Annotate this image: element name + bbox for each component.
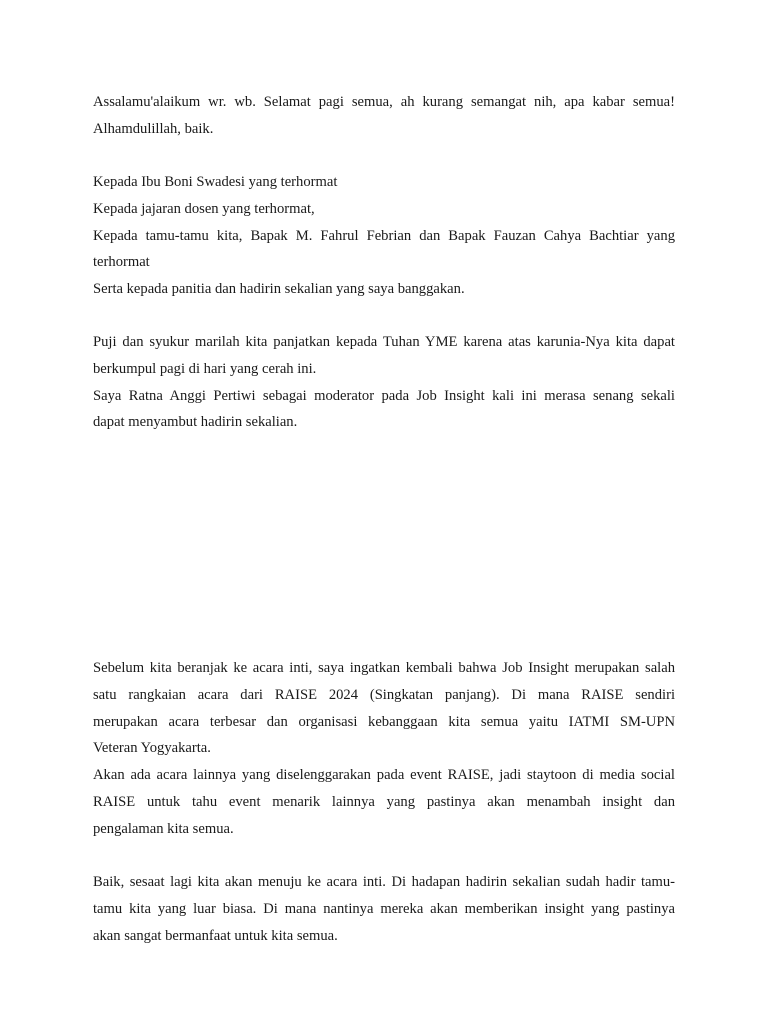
closing-paragraph [93, 869, 675, 949]
text-line: akan sangat bermanfaat untuk kita semua. [93, 927, 338, 944]
text-line: tamu kita yang luar biasa. Di mana nantinya mereka akan memberikan insight yang pastinya [93, 900, 675, 917]
text-line: RAISE untuk tahu event menarik lainnya yang pastinya akan menambah insight dan [93, 793, 675, 810]
text-line: satu rangkaian acara dari RAISE 2024 (Singkatan panjang). Di mana RAISE sendiri [93, 686, 675, 703]
text-line: Puji dan syukur marilah kita panjatkan kepada Tuhan YME karena atas karunia-Nya kita dapat [93, 334, 675, 350]
text-line: pengalaman kita semua. [93, 820, 234, 837]
text-line: Kepada jajaran dosen yang terhormat, [93, 200, 315, 217]
text-line: Akan ada acara lainnya yang diselenggarakan pada event RAISE, jadi staytoon di media social [93, 767, 675, 784]
text-line: merupakan acara terbesar dan organisasi kebanggaan kita semua yaitu IATMI SM-UPN [93, 713, 675, 730]
text-line: Veteran Yogyakarta. [93, 740, 211, 757]
greeting-paragraph [93, 89, 675, 143]
text-line: Baik, sesaat lagi kita akan menuju ke acara inti. Di hadapan hadirin sekalian sudah hadir tamu- [93, 874, 675, 890]
text-line: Alhamdulillah, baik. [93, 120, 214, 137]
event-info-paragraph [93, 655, 675, 843]
text-line: terhormat [93, 254, 150, 271]
text-line: Assalamu'alaikum wr. wb. Selamat pagi semua, ah kurang semangat nih, apa kabar semua! [93, 94, 675, 110]
text-line: Sebelum kita beranjak ke acara inti, saya ingatkan kembali bahwa Job Insight merupakan salah [93, 660, 675, 676]
opening-paragraph [93, 329, 675, 436]
salutation-paragraph [93, 169, 675, 303]
text-line: Kepada Ibu Boni Swadesi yang terhormat [93, 174, 338, 190]
text-line: Serta kepada panitia dan hadirin sekalian yang saya banggakan. [93, 281, 465, 298]
text-line: Kepada tamu-tamu kita, Bapak M. Fahrul Febrian dan Bapak Fauzan Cahya Bachtiar yang [93, 227, 675, 244]
text-line: Saya Ratna Anggi Pertiwi sebagai moderator pada Job Insight kali ini merasa senang sekali [93, 387, 675, 404]
text-line: berkumpul pagi di hari yang cerah ini. [93, 360, 317, 377]
text-line: dapat menyambut hadirin sekalian. [93, 414, 298, 431]
